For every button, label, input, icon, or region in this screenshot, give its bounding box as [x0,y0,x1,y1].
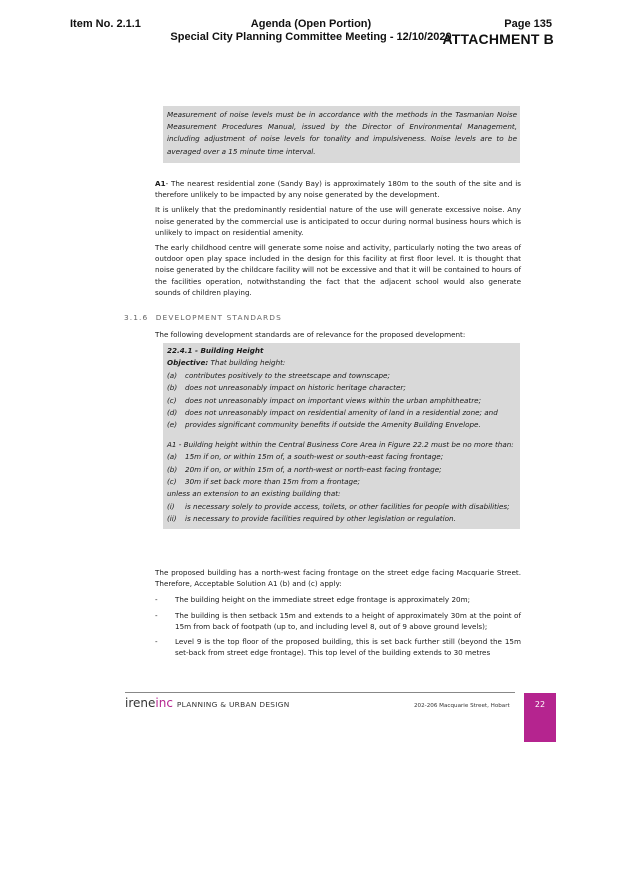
unless-clause: unless an extension to an existing building that: [167,489,341,499]
unless-list [167,501,517,526]
bullet-item: - The building is then setback 15m and extends to a height of approximately 30m at the point of 15m from back of footpath (up to, and including level 8, out of 9 above ground levels); [155,610,521,631]
objective-item: (b) does not unreasonably impact on historic heritage character; [167,383,406,393]
objective-item: (d) does not unreasonably impact on residential amenity of land in a residential zone; and [167,408,498,418]
objective-item: (a) contributes positively to the streetscape and townscape; [167,370,390,380]
paragraph-residential-noise: It is unlikely that the predominantly residential nature of the use will generate excessive noise. Any noise generated by the commercial use is anticipated to occur during normal business hours which is unlikely to impact on residential amenity. [155,205,521,237]
section-title: DEVELOPMENT STANDARDS [155,313,282,322]
logo-tagline: PLANNING & URBAN DESIGN [176,700,290,709]
page-number: Page 135 [504,18,552,30]
agenda-line-1: Agenda (Open Portion) [250,18,372,30]
section-intro: The following development standards are of relevance for the proposed development: [155,330,466,339]
a1-list [167,451,517,488]
clause-title: 22.4.1 - Building Height [167,346,264,355]
company-logo: ireneinc PLANNING & URBAN DESIGN [125,696,290,710]
development-standards-box [163,343,520,529]
objective-list [167,370,517,432]
frontage-paragraph: The proposed building has a north-west facing frontage on the street edge facing Macquarie Street. Therefore, Acceptable Solution A1 (b) and (c) apply: [155,568,521,589]
footer-page-number: 22 [534,700,546,709]
noise-measurement-text: Measurement of noise levels must be in accordance with the methods in the Tasmanian Noise Measurement Procedures Manual, issued by the Director of Environmental Management, including adjustment of noise levels for tonality and impulsiveness. Noise levels are to be averaged over a 15 minute time interval. [167,110,517,156]
footer-address: 202-206 Macquarie Street, Hobart [414,703,510,709]
paragraph-childcare-noise: The early childhood centre will generate some noise and activity, particularly noting the two areas of outdoor open play space included in the design for this facility at first floor level. It is thought that noise generated by the childcare facility will not be excessive and that it will be contained to hours of the facilities operation, notwithstanding the fact that the adjacent school would also generate sounds of children playing. [155,243,521,297]
section-number: 3.1.6 [124,313,149,322]
noise-discussion [155,178,521,298]
a1-item: (c) 30m if set back more than 15m from a frontage; [167,477,360,487]
agenda-line-2: Special City Planning Committee Meeting - 12/10/2020 [170,31,452,43]
acceptable-solution-a1: A1 - Building height within the Central Business Core Area in Figure 22.2 must be no more than: [167,439,514,449]
bullet-item: - The building height on the immediate street edge frontage is approximately 20m; [155,595,471,605]
a1-paragraph [155,178,521,200]
attachment-label: ATTACHMENT B [442,31,554,47]
a1-label: A1 [155,179,166,188]
objective-item: (e) provides significant community benefits if outside the Amenity Building Envelope. [167,420,481,430]
unless-item: (ii) is necessary to provide facilities required by other legislation or regulation. [167,514,456,524]
noise-measurement-box [163,106,520,163]
a1-item: (a) 15m if on, or within 15m of, a south-west or south-east facing frontage; [167,452,444,462]
footer-divider [125,692,515,693]
section-heading [124,313,282,322]
a1-text: - The nearest residential zone (Sandy Bay) is approximately 180m to the south of the site and is therefore unlikely to be impacted by any noise generated by the development. [155,179,521,200]
objective-line: Objective: That building height: [167,358,286,368]
objective-item: (c) does not unreasonably impact on important views within the urban amphitheatre; [167,395,482,405]
bullet-item: - Level 9 is the top floor of the proposed building, this is set back further still (beyond the 15m set-back from street edge frontage). This top level of the building extends to 30 metres [155,637,521,658]
unless-item: (i) is necessary solely to provide access, toilets, or other facilities for people with disabilities; [167,501,510,511]
item-number: Item No. 2.1.1 [70,18,141,30]
a1-item: (b) 20m if on, or within 15m of, a north-west or north-east facing frontage; [167,464,442,474]
building-height-assessment [155,567,521,658]
